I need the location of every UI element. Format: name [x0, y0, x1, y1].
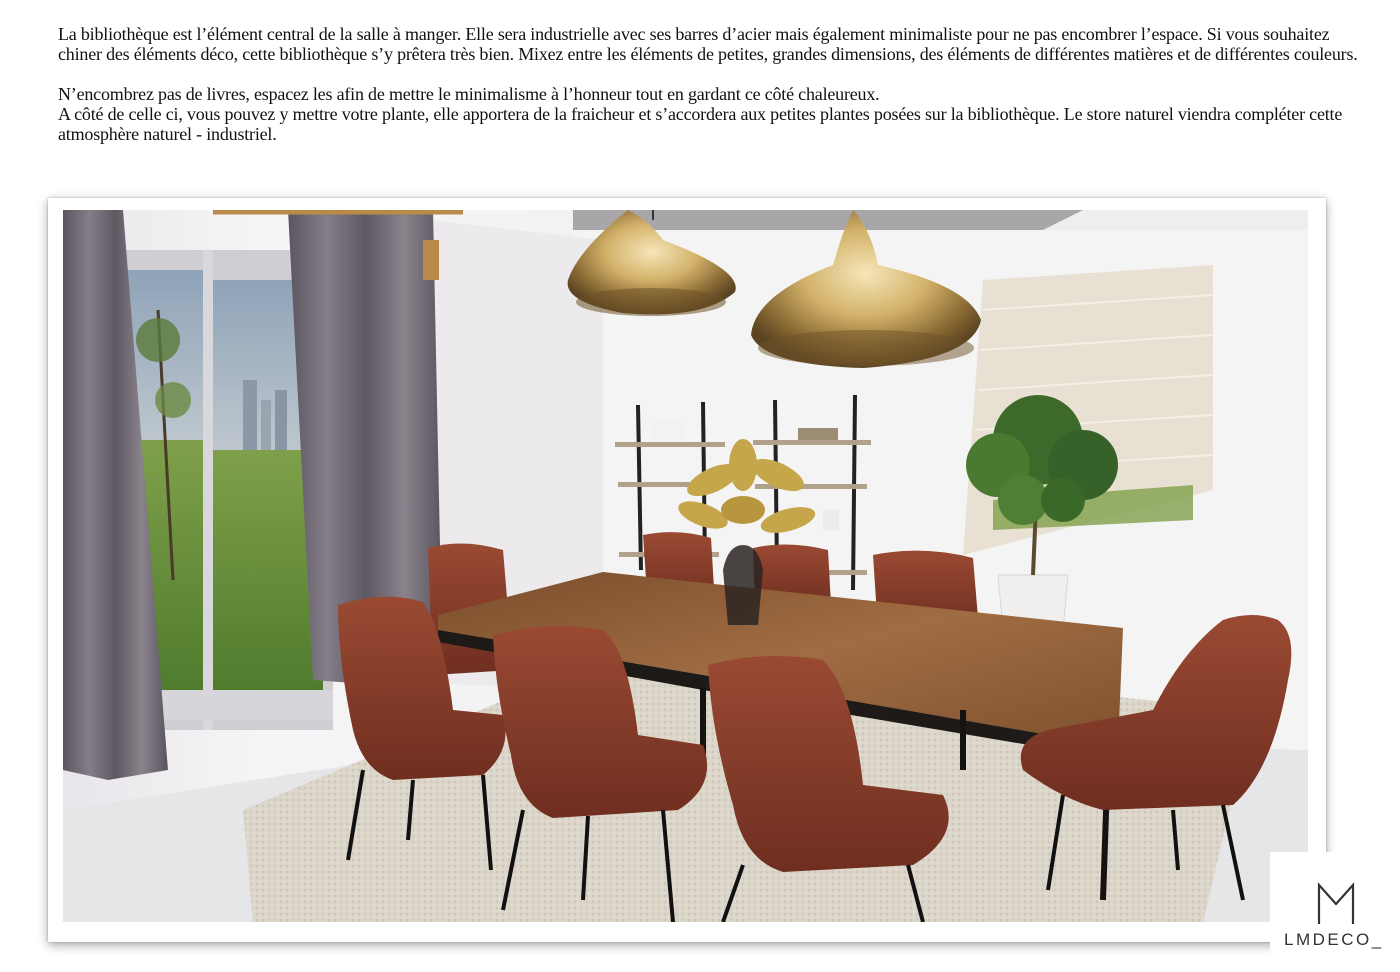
paragraph-minimalisme: N’encombrez pas de livres, espacez les afin de mettre le minimalisme à l’honneur tout en gardant ce côté chaleureux. [58, 84, 880, 104]
paragraph-bibliotheque: La bibliothèque est l’élément central de la salle à manger. Elle sera industrielle avec ses barres d’acier mais également minimaliste pour ne pas encombrer l’espace. Si vous souhaitez chiner des éléments déco, cette bibliothèque s’y prêtera très bien. Mixez entre les éléments de petites, grandes dimensions, des éléments de différentes matières et de différentes couleurs. [58, 24, 1358, 64]
m-monogram-icon [1316, 882, 1356, 926]
logo-text: LMDECO_ [1284, 930, 1384, 949]
dining-room-render [63, 210, 1308, 922]
paragraph-plante: A côté de celle ci, vous pouvez y mettre votre plante, elle apportera de la fraicheur et s’accordera aux petites plantes posées sur la bibliothèque. Le store naturel viendra compléter cette atmosphère naturel - industriel. [58, 104, 1343, 144]
description-text [58, 24, 1358, 144]
photo-frame [48, 198, 1326, 942]
lmdeco-logo [1270, 852, 1400, 972]
